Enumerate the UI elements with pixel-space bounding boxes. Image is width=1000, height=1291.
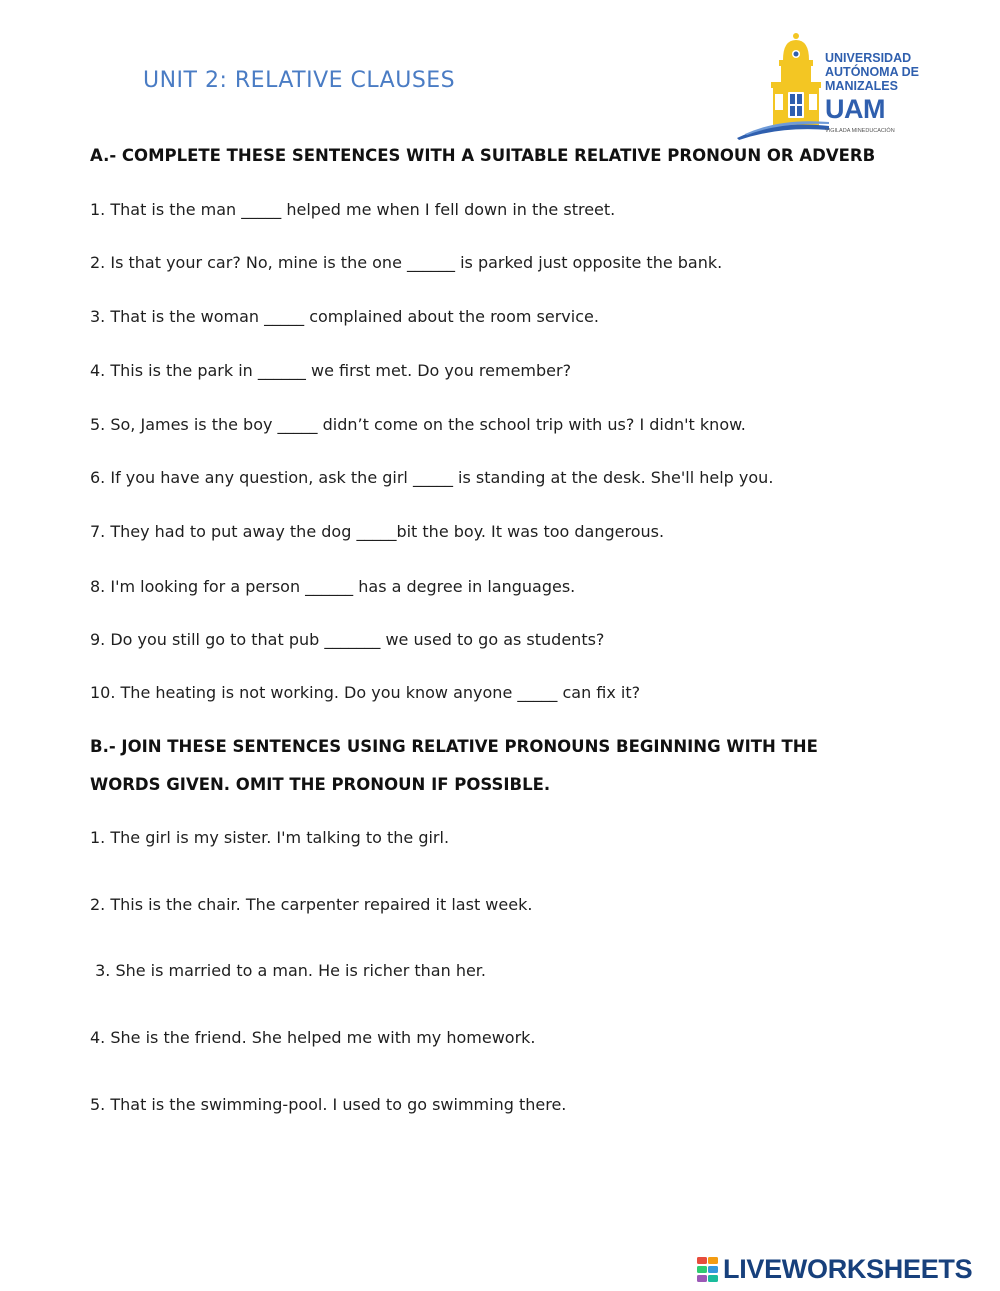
section-b-heading-line-2: WORDS GIVEN. OMIT THE PRONOUN IF POSSIBLE. [90,775,551,794]
section-b-item: 2. This is the chair. The carpenter repaired it last week. [90,895,533,914]
section-a-item: 9. Do you still go to that pub _______ we used to go as students? [90,630,605,649]
section-a-item: 7. They had to put away the dog _____bit the boy. It was too dangerous. [90,522,665,541]
logo-line-1: UNIVERSIDAD [825,51,912,65]
logo-abbrev: UAM [825,94,885,124]
section-a-heading: A.- COMPLETE THESE SENTENCES WITH A SUITABLE RELATIVE PRONOUN OR ADVERB [90,146,876,165]
section-b-item: 5. That is the swimming-pool. I used to go swimming there. [90,1095,567,1114]
page-title: UNIT 2: RELATIVE CLAUSES [143,68,456,93]
section-a-item: 2. Is that your car? No, mine is the one ______ is parked just opposite the bank. [90,253,723,272]
footer-brand: LIVEWORKSHEETS [723,1254,973,1284]
section-a-item: 5. So, James is the boy _____ didn’t come on the school trip with us? I didn't know. [90,415,746,434]
section-a-item: 1. That is the man _____ helped me when I fell down in the street. [90,200,616,219]
section-b-heading-line-1: B.- JOIN THESE SENTENCES USING RELATIVE PRONOUNS BEGINNING WITH THE [90,737,818,756]
section-b-item: 4. She is the friend. She helped me with my homework. [90,1028,536,1047]
logo-tagline: VIGILADA MINEDUCACIÓN [825,128,895,134]
section-b-item: 3. She is married to a man. He is richer than her. [90,961,486,980]
section-a-item: 3. That is the woman _____ complained about the room service. [90,307,599,326]
section-a-item: 4. This is the park in ______ we first met. Do you remember? [90,361,572,380]
section-a-item: 8. I'm looking for a person ______ has a degree in languages. [90,577,576,596]
liveworksheets-logo-icon [697,1257,719,1283]
logo-line-3: MANIZALES [825,79,898,93]
section-a-item: 10. The heating is not working. Do you know anyone _____ can fix it? [90,683,641,702]
logo-line-2: AUTÓNOMA DE [825,65,919,79]
section-a-item: 6. If you have any question, ask the girl _____ is standing at the desk. She'll help you. [90,468,774,487]
building-icon [735,30,830,142]
section-b-item: 1. The girl is my sister. I'm talking to the girl. [90,828,450,847]
university-logo [735,30,935,142]
